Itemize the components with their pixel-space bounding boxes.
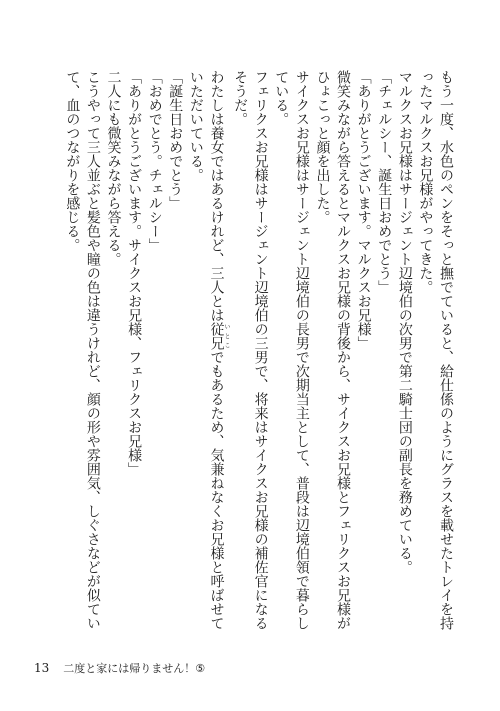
ruby-paragraph-after: でもあるため、気兼ねなくお兄様と呼ばせていただいている。 bbox=[187, 70, 225, 630]
ruby-paragraph-before: わたしは養女ではあるけれど、三人とは bbox=[208, 70, 225, 322]
paragraph: もう一度、水色のペンをそっと撫でていると、給仕係のようにグラスを載せたトレイを持ったマルクスお兄様がやってきた。 bbox=[417, 70, 454, 630]
paragraph: 微笑みながら答えるとマルクスお兄様の背後から、サイクスお兄様とフェリクスお兄様がひょこっと顔を出した。 bbox=[314, 70, 352, 630]
paragraph-with-ruby bbox=[185, 70, 229, 630]
vertical-text-body bbox=[46, 70, 456, 630]
paragraph: こうやって三人並ぶと髪色や瞳の色は違うけれど、顔の形や雰囲気、しぐさなどが似ていて、血のつながりを感じる。 bbox=[64, 70, 101, 630]
ruby-annotation bbox=[208, 322, 230, 350]
dialogue-line: 「チェルシー、誕生日おめでとう」 bbox=[376, 70, 393, 294]
dialogue-line: 「ありがとうございます。マルクスお兄様」 bbox=[355, 70, 372, 350]
paragraph: マルクスお兄様はサージェント辺境伯の次男で第二騎士団の副長を務めている。 bbox=[396, 70, 413, 574]
page-number: 13 bbox=[34, 661, 50, 675]
paragraph: 二人にも微笑みながら答える。 bbox=[105, 70, 122, 266]
paragraph: サイクスお兄様はサージェント辺境伯の長男で次期当主として、普段は辺境伯領で暮らしている。 bbox=[273, 70, 310, 630]
page-footer bbox=[34, 660, 205, 676]
dialogue-line: 「誕生日おめでとう」 bbox=[167, 70, 184, 210]
ruby-reading: いとこ bbox=[222, 322, 230, 350]
dialogue-line: 「ありがとうございます。サイクスお兄様、フェリクスお兄様」 bbox=[126, 70, 143, 476]
paragraph: フェリクスお兄様はサージェント辺境伯の三男で、将来はサイクスお兄様の補佐官になるそうだ。 bbox=[232, 70, 269, 630]
running-title: 二度と家には帰りません！⑤ bbox=[63, 662, 206, 675]
ruby-base: 従兄 bbox=[208, 322, 225, 350]
dialogue-line: 「おめでとう。チェルシー」 bbox=[146, 70, 163, 252]
